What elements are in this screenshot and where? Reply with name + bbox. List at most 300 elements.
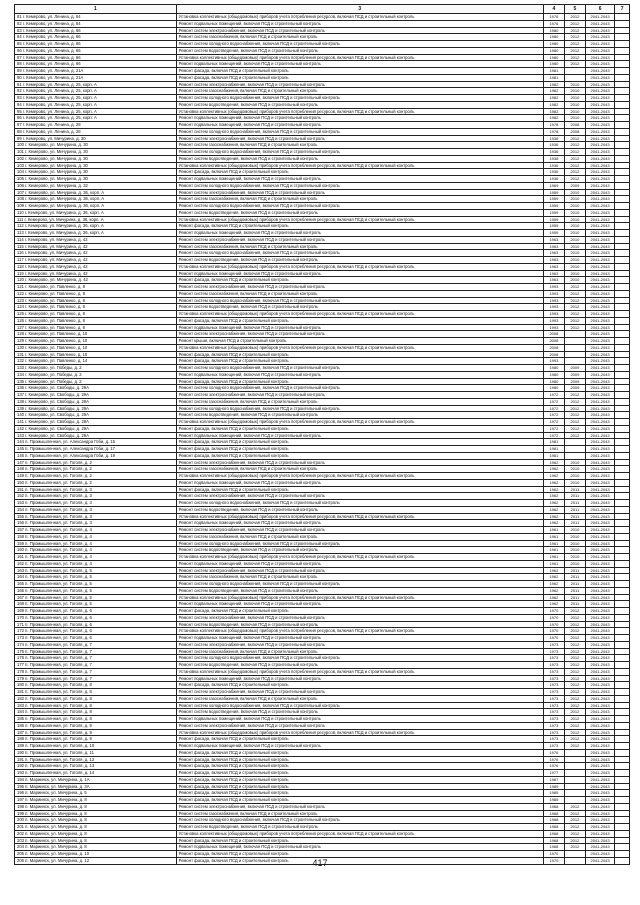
address-cell: 136 г. Кемерово, ул. Свободы, д. 29А (15, 385, 177, 392)
value-cell (615, 689, 630, 696)
table-row (15, 101, 630, 108)
work-type-cell: Установка коллективных (общедомовых) приборов учета потребления ресурсов, включая ПСД и строительный контроль (176, 554, 543, 561)
work-type-cell: Ремонт фасада, включая ПСД и строительный контроль (176, 790, 543, 797)
value-cell (615, 169, 630, 176)
address-cell: 103 г. Кемерово, ул. Мичурина, д. 30 (15, 162, 177, 169)
address-cell: 86 г. Кемерово, ул. Ленина, д. 66 (15, 47, 177, 54)
value-cell (615, 95, 630, 102)
address-cell: 124 г. Кемерово, ул. Павленко, д. 8 (15, 304, 177, 311)
table-row (15, 351, 630, 358)
table-row (15, 729, 630, 736)
column-number-cell: 7 (615, 5, 630, 14)
table-row (15, 34, 630, 41)
value-cell: 2041-2043 (585, 128, 614, 135)
address-cell: 182 п. Промышленная, ул. Гоголя, д. 8 (15, 695, 177, 702)
work-type-cell: Ремонт систем холодного водоснабжения, включая ПСД и строительный контроль (176, 540, 543, 547)
value-cell: 2011 (564, 601, 585, 608)
value-cell: 2012 (564, 655, 585, 662)
table-row (15, 479, 630, 486)
value-cell: 2041-2043 (585, 250, 614, 257)
work-type-cell: Установка коллективных (общедомовых) приборов учета потребления ресурсов, включая ПСД и строительный контроль (176, 594, 543, 601)
value-cell (615, 581, 630, 588)
work-type-cell: Ремонт фасада, включая ПСД и строительный контроль (176, 749, 543, 756)
address-cell: 98 г. Кемерово, ул. Ленина, д. 28 (15, 128, 177, 135)
value-cell: 2010 (564, 216, 585, 223)
value-cell: 1961 (543, 547, 564, 554)
value-cell: 1993 (543, 324, 564, 331)
value-cell (615, 682, 630, 689)
work-type-cell: Ремонт систем водоотведения, включая ПСД и строительный контроль (176, 412, 543, 419)
address-cell: 138 г. Кемерово, ул. Свободы, д. 29А (15, 398, 177, 405)
value-cell: 1982 (543, 108, 564, 115)
value-cell: 1993 (543, 317, 564, 324)
value-cell: 2041-2043 (585, 34, 614, 41)
value-cell: 2041-2043 (585, 790, 614, 797)
value-cell (615, 486, 630, 493)
value-cell: 2041-2043 (585, 851, 614, 858)
value-cell (615, 209, 630, 216)
table-row (15, 473, 630, 480)
table-row (15, 648, 630, 655)
work-type-cell: Ремонт систем газоснабжения, включая ПСД и строительный контроль (176, 290, 543, 297)
value-cell: 2041-2043 (585, 702, 614, 709)
value-cell: 2041-2043 (585, 243, 614, 250)
table-row (15, 317, 630, 324)
value-cell: 1963 (543, 243, 564, 250)
work-type-cell: Установка коллективных (общедомовых) приборов учета потребления ресурсов, включая ПСД и строительный контроль (176, 263, 543, 270)
value-cell: 1973 (543, 702, 564, 709)
value-cell: 2012 (564, 398, 585, 405)
value-cell (615, 594, 630, 601)
value-cell: 2041-2043 (585, 122, 614, 129)
value-cell: 2041-2043 (585, 108, 614, 115)
value-cell: 1968 (543, 830, 564, 837)
table-row (15, 284, 630, 291)
value-cell: 1959 (543, 223, 564, 230)
value-cell (615, 405, 630, 412)
value-cell: 2011 (564, 594, 585, 601)
value-cell: 2041-2043 (585, 317, 614, 324)
value-cell: 2041-2043 (585, 277, 614, 284)
address-cell: 118 г. Кемерово, ул. Мичурина, д. 42 (15, 263, 177, 270)
value-cell: 2041-2043 (585, 149, 614, 156)
value-cell: 2041-2043 (585, 74, 614, 81)
value-cell (615, 614, 630, 621)
value-cell (615, 263, 630, 270)
table-row (15, 297, 630, 304)
value-cell: 1987 (543, 776, 564, 783)
address-cell: 161 п. Промышленная, ул. Гоголя, д. 4 (15, 554, 177, 561)
value-cell: 2041-2043 (585, 844, 614, 851)
work-type-cell: Ремонт систем электроснабжения, включая ПСД и строительный контроль (176, 722, 543, 729)
value-cell: 2012 (564, 837, 585, 844)
value-cell: 2011 (564, 587, 585, 594)
address-cell: 92 г. Кемерово, ул. Ленина, д. 25, корп. А (15, 88, 177, 95)
value-cell: 1962 (543, 486, 564, 493)
table-row (15, 277, 630, 284)
table-row (15, 311, 630, 318)
value-cell (615, 216, 630, 223)
address-cell: 101 г. Кемерово, ул. Мичурина, д. 30 (15, 149, 177, 156)
work-type-cell: Ремонт систем водоотведения, включая ПСД и строительный контроль (176, 621, 543, 628)
address-cell: 164 п. Промышленная, ул. Гоголя, д. 5 (15, 574, 177, 581)
value-cell (615, 500, 630, 507)
value-cell: 2041-2043 (585, 479, 614, 486)
work-type-cell: Ремонт систем электроснабжения, включая ПСД и строительный контроль (176, 641, 543, 648)
table-row (15, 425, 630, 432)
value-cell (615, 27, 630, 34)
value-cell: 2041-2043 (585, 783, 614, 790)
value-cell: 2010 (564, 81, 585, 88)
value-cell (615, 108, 630, 115)
value-cell: 1982 (543, 95, 564, 102)
value-cell: 1962 (543, 513, 564, 520)
value-cell (564, 797, 585, 804)
address-cell: 117 г. Кемерово, ул. Мичурина, д. 42 (15, 257, 177, 264)
value-cell: 2041-2043 (585, 135, 614, 142)
value-cell: 2008 (564, 128, 585, 135)
value-cell: 2012 (564, 817, 585, 824)
table-row (15, 81, 630, 88)
work-type-cell: Ремонт фасада, включая ПСД и строительный контроль (176, 682, 543, 689)
value-cell: 1962 (543, 479, 564, 486)
value-cell (615, 560, 630, 567)
value-cell: 1972 (543, 398, 564, 405)
value-cell (615, 493, 630, 500)
value-cell (615, 88, 630, 95)
value-cell: 1981 (543, 68, 564, 75)
value-cell: 2041-2043 (585, 533, 614, 540)
value-cell: 2010 (564, 473, 585, 480)
table-row (15, 338, 630, 345)
table-row (15, 851, 630, 858)
value-cell: 2041-2043 (585, 304, 614, 311)
value-cell: 2041-2043 (585, 621, 614, 628)
value-cell: 2041-2043 (585, 101, 614, 108)
value-cell (615, 128, 630, 135)
work-type-cell: Ремонт фасада, включая ПСД и строительный контроль (176, 736, 543, 743)
work-type-cell: Ремонт систем электроснабжения, включая ПСД и строительный контроль (176, 135, 543, 142)
value-cell: 2012 (564, 34, 585, 41)
address-cell: 173 п. Промышленная, ул. Гоголя, д. 6 (15, 635, 177, 642)
value-cell: 1972 (543, 412, 564, 419)
value-cell: 2041-2043 (585, 817, 614, 824)
value-cell: 2010 (564, 466, 585, 473)
table-row (15, 358, 630, 365)
value-cell: 2041-2043 (585, 770, 614, 777)
value-cell: 1968 (543, 803, 564, 810)
address-cell: 155 п. Промышленная, ул. Гоголя, д. 3 (15, 513, 177, 520)
value-cell: 2041-2043 (585, 527, 614, 534)
address-cell: 166 п. Промышленная, ул. Гоголя, д. 5 (15, 587, 177, 594)
value-cell (615, 540, 630, 547)
value-cell: 2012 (564, 824, 585, 831)
table-row (15, 392, 630, 399)
table-row (15, 74, 630, 81)
work-type-cell: Ремонт систем холодного водоснабжения, включая ПСД и строительный контроль (176, 655, 543, 662)
value-cell: 2041-2043 (585, 641, 614, 648)
value-cell (564, 351, 585, 358)
value-cell (615, 351, 630, 358)
value-cell: 2041-2043 (585, 182, 614, 189)
value-cell: 2041-2043 (585, 581, 614, 588)
address-cell: 163 п. Промышленная, ул. Гоголя, д. 5 (15, 567, 177, 574)
address-cell: 157 п. Промышленная, ул. Гоголя, д. 4 (15, 527, 177, 534)
table-row (15, 527, 630, 534)
address-cell: 125 г. Кемерово, ул. Павленко, д. 8 (15, 311, 177, 318)
value-cell: 2011 (564, 520, 585, 527)
work-type-cell: Установка коллективных (общедомовых) приборов учета потребления ресурсов, включая ПСД и строительный контроль (176, 419, 543, 426)
work-type-cell: Ремонт систем водоотведения, включая ПСД и строительный контроль (176, 662, 543, 669)
work-type-cell: Ремонт фасада, включая ПСД и строительный контроль (176, 837, 543, 844)
value-cell: 2012 (564, 736, 585, 743)
value-cell (615, 317, 630, 324)
repair-schedule-table (14, 4, 630, 865)
value-cell (615, 176, 630, 183)
work-type-cell: Ремонт систем электроснабжения, включая ПСД и строительный контроль (176, 236, 543, 243)
value-cell (615, 587, 630, 594)
value-cell: 1936 (543, 176, 564, 183)
work-type-cell: Ремонт фасада, включая ПСД и строительный контроль (176, 776, 543, 783)
work-type-cell: Ремонт фасада, включая ПСД и строительный контроль (176, 439, 543, 446)
address-cell: 113 г. Кемерово, ул. Мичурина, д. 36, корп. А (15, 230, 177, 237)
value-cell (615, 41, 630, 48)
value-cell: 1973 (543, 709, 564, 716)
value-cell: 2041-2043 (585, 54, 614, 61)
value-cell (615, 554, 630, 561)
value-cell: 1993 (543, 284, 564, 291)
value-cell: 2012 (564, 668, 585, 675)
value-cell: 2041-2043 (585, 763, 614, 770)
value-cell: 2012 (564, 425, 585, 432)
value-cell: 1973 (543, 648, 564, 655)
value-cell: 1989 (543, 783, 564, 790)
address-cell: 185 п. Промышленная, ул. Гоголя, д. 8 (15, 716, 177, 723)
address-cell: 201 п. Мариинск, ул. Мичурина, д. 8 (15, 824, 177, 831)
address-cell: 191 п. Промышленная, ул. Гоголя, д. 12 (15, 756, 177, 763)
value-cell: 1962 (543, 601, 564, 608)
address-cell: 181 п. Промышленная, ул. Гоголя, д. 8 (15, 689, 177, 696)
address-cell: 90 г. Кемерово, ул. Ленина, д. 21А (15, 74, 177, 81)
address-cell: 199 п. Мариинск, ул. Мичурина, д. 8 (15, 810, 177, 817)
table-row (15, 304, 630, 311)
value-cell: 1963 (543, 250, 564, 257)
value-cell: 2010 (564, 209, 585, 216)
value-cell: 2012 (564, 392, 585, 399)
table-row (15, 500, 630, 507)
value-cell: 2012 (564, 412, 585, 419)
address-cell: 119 г. Кемерово, ул. Мичурина, д. 42 (15, 270, 177, 277)
address-cell: 190 п. Промышленная, ул. Гоголя, д. 11 (15, 749, 177, 756)
table-row (15, 830, 630, 837)
address-cell: 84 г. Кемерово, ул. Ленина, д. 66 (15, 34, 177, 41)
value-cell: 2012 (564, 317, 585, 324)
table-row (15, 412, 630, 419)
value-cell (615, 162, 630, 169)
table-row (15, 155, 630, 162)
value-cell: 1976 (543, 756, 564, 763)
value-cell: 1973 (543, 641, 564, 648)
address-cell: 105 г. Кемерово, ул. Мичурина, д. 30 (15, 176, 177, 183)
value-cell: 2041-2043 (585, 162, 614, 169)
value-cell (615, 655, 630, 662)
value-cell: 1961 (543, 533, 564, 540)
table-row (15, 608, 630, 615)
value-cell: 2008 (564, 122, 585, 129)
work-type-cell: Ремонт систем электроснабжения, включая ПСД и строительный контроль (176, 567, 543, 574)
value-cell: 1968 (543, 824, 564, 831)
value-cell: 1980 (543, 27, 564, 34)
value-cell (564, 763, 585, 770)
value-cell: 2041-2043 (585, 756, 614, 763)
work-type-cell: Ремонт подвальных помещений, включая ПСД и строительный контроль (176, 270, 543, 277)
value-cell (615, 459, 630, 466)
value-cell: 2012 (564, 675, 585, 682)
value-cell: 2010 (564, 230, 585, 237)
table-row (15, 837, 630, 844)
value-cell: 2041-2043 (585, 709, 614, 716)
value-cell: 1973 (543, 743, 564, 750)
value-cell (564, 344, 585, 351)
table-row (15, 709, 630, 716)
value-cell (615, 466, 630, 473)
value-cell (615, 20, 630, 27)
value-cell: 2041-2043 (585, 324, 614, 331)
work-type-cell: Ремонт систем газоснабжения, включая ПСД и строительный контроль (176, 398, 543, 405)
address-cell: 107 г. Кемерово, ул. Мичурина, д. 36, корп. А (15, 189, 177, 196)
table-row (15, 365, 630, 372)
address-cell: 121 г. Кемерово, ул. Павленко, д. 8 (15, 284, 177, 291)
value-cell: 2041-2043 (585, 493, 614, 500)
value-cell: 1980 (543, 41, 564, 48)
value-cell: 2012 (564, 14, 585, 21)
value-cell: 2010 (564, 189, 585, 196)
address-cell: 205 п. Мариинск, ул. Мичурина, д. 10 (15, 851, 177, 858)
work-type-cell: Ремонт подвальных помещений, включая ПСД и строительный контроль (176, 560, 543, 567)
table-row (15, 209, 630, 216)
table-row (15, 135, 630, 142)
address-cell: 104 г. Кемерово, ул. Мичурина, д. 30 (15, 169, 177, 176)
table-row (15, 385, 630, 392)
work-type-cell: Ремонт систем газоснабжения, включая ПСД и строительный контроль (176, 196, 543, 203)
value-cell: 2041-2043 (585, 736, 614, 743)
value-cell (615, 81, 630, 88)
work-type-cell: Ремонт систем холодного водоснабжения, включая ПСД и строительный контроль (176, 581, 543, 588)
value-cell: 1976 (543, 20, 564, 27)
value-cell: 2041-2043 (585, 716, 614, 723)
address-cell: 116 г. Кемерово, ул. Мичурина, д. 42 (15, 250, 177, 257)
work-type-cell: Ремонт систем водоотведения, включая ПСД и строительный контроль (176, 506, 543, 513)
value-cell (615, 716, 630, 723)
work-type-cell: Ремонт систем водоотведения, включая ПСД и строительный контроль (176, 709, 543, 716)
address-cell: 141 г. Кемерово, ул. Свободы, д. 29А (15, 419, 177, 426)
work-type-cell: Ремонт систем холодного водоснабжения, включая ПСД и строительный контроль (176, 95, 543, 102)
value-cell (615, 304, 630, 311)
value-cell (615, 324, 630, 331)
work-type-cell: Ремонт фасада, включая ПСД и строительный контроль (176, 857, 543, 864)
work-type-cell: Установка коллективных (общедомовых) приборов учета потребления ресурсов, включая ПСД и строительный контроль (176, 628, 543, 635)
value-cell: 2012 (564, 311, 585, 318)
value-cell: 2041-2043 (585, 209, 614, 216)
table-row (15, 142, 630, 149)
value-cell (564, 756, 585, 763)
value-cell: 2041-2043 (585, 797, 614, 804)
value-cell (615, 695, 630, 702)
value-cell (615, 702, 630, 709)
value-cell: 2012 (564, 155, 585, 162)
value-cell: 2010 (564, 223, 585, 230)
table-row (15, 216, 630, 223)
value-cell: 1968 (543, 810, 564, 817)
value-cell: 1980 (543, 365, 564, 372)
table-row (15, 574, 630, 581)
work-type-cell: Ремонт систем газоснабжения, включая ПСД и строительный контроль (176, 533, 543, 540)
address-cell: 126 г. Кемерово, ул. Павленко, д. 8 (15, 317, 177, 324)
table-row (15, 452, 630, 459)
table-row (15, 716, 630, 723)
work-type-cell: Установка коллективных (общедомовых) приборов учета потребления ресурсов, включая ПСД и строительный контроль (176, 216, 543, 223)
value-cell: 2041-2043 (585, 216, 614, 223)
value-cell (615, 297, 630, 304)
table-row (15, 493, 630, 500)
value-cell: 2041-2043 (585, 810, 614, 817)
value-cell: 1973 (543, 716, 564, 723)
address-cell: 89 г. Кемерово, ул. Ленина, д. 21А (15, 68, 177, 75)
value-cell: 2041-2043 (585, 425, 614, 432)
address-cell: 153 п. Промышленная, ул. Гоголя, д. 3 (15, 500, 177, 507)
work-type-cell: Ремонт систем электроснабжения, включая ПСД и строительный контроль (176, 527, 543, 534)
value-cell: 2041-2043 (585, 432, 614, 439)
value-cell: 2041-2043 (585, 824, 614, 831)
address-cell: 140 г. Кемерово, ул. Свободы, д. 29А (15, 412, 177, 419)
address-cell: 82 г. Кемерово, ул. Ленина, д. 64 (15, 20, 177, 27)
value-cell: 1962 (543, 466, 564, 473)
work-type-cell: Ремонт фасада, включая ПСД и строительный контроль (176, 486, 543, 493)
table-row (15, 743, 630, 750)
column-number-cell: 4 (543, 5, 564, 14)
address-cell: 151 п. Промышленная, ул. Гоголя, д. 3 (15, 486, 177, 493)
table-row (15, 324, 630, 331)
value-cell: 2010 (564, 547, 585, 554)
value-cell (564, 74, 585, 81)
value-cell: 1963 (543, 277, 564, 284)
work-type-cell: Ремонт систем холодного водоснабжения, включая ПСД и строительный контроль (176, 500, 543, 507)
value-cell: 2009 (564, 365, 585, 372)
work-type-cell: Ремонт систем холодного водоснабжения, включая ПСД и строительный контроль (176, 385, 543, 392)
value-cell: 2011 (564, 513, 585, 520)
value-cell: 1963 (543, 263, 564, 270)
table-row (15, 263, 630, 270)
value-cell: 2012 (564, 702, 585, 709)
table-row (15, 662, 630, 669)
value-cell: 1982 (543, 88, 564, 95)
value-cell: 1981 (543, 446, 564, 453)
table-row (15, 459, 630, 466)
value-cell: 2041-2043 (585, 392, 614, 399)
value-cell (615, 189, 630, 196)
value-cell: 2012 (564, 689, 585, 696)
value-cell (615, 284, 630, 291)
value-cell: 1981 (543, 74, 564, 81)
address-cell: 127 г. Кемерово, ул. Павленко, д. 8 (15, 324, 177, 331)
value-cell: 2012 (564, 304, 585, 311)
table-row (15, 169, 630, 176)
value-cell: 2041-2043 (585, 567, 614, 574)
value-cell: 2041-2043 (585, 459, 614, 466)
address-cell: 156 п. Промышленная, ул. Гоголя, д. 3 (15, 520, 177, 527)
address-cell: 123 г. Кемерово, ул. Павленко, д. 8 (15, 297, 177, 304)
table-row (15, 635, 630, 642)
